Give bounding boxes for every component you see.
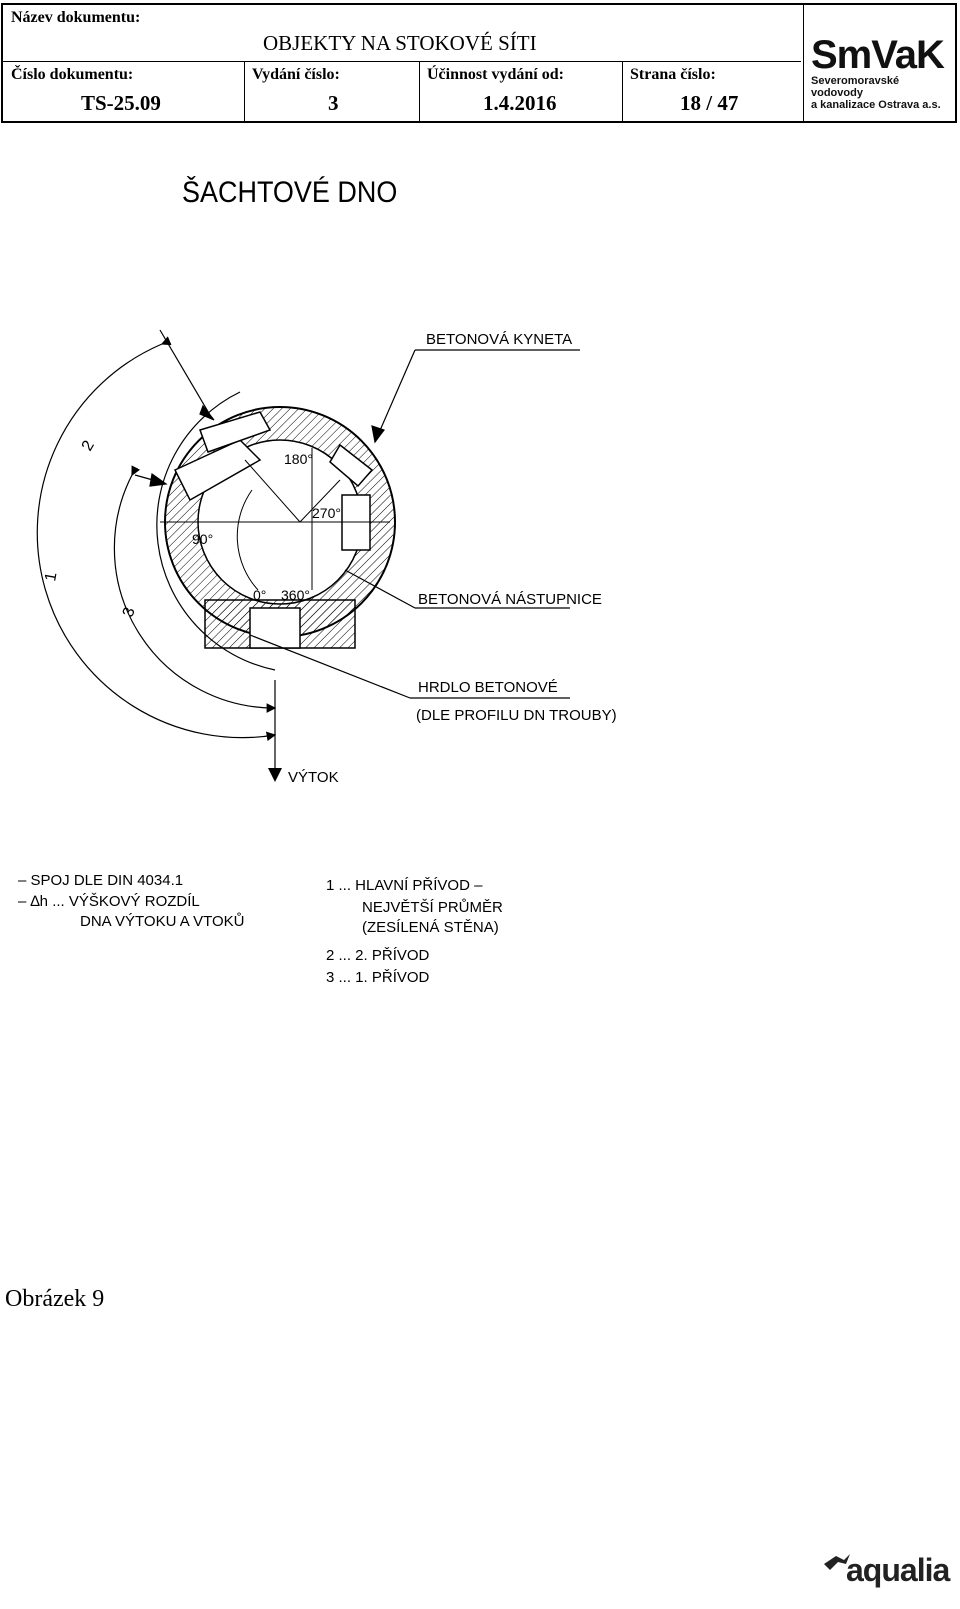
aqualia-logo	[820, 1548, 950, 1598]
smvak-line1: Severomoravské vodovody	[811, 75, 900, 99]
header-logo-divider	[803, 5, 804, 121]
issue-number: 3	[328, 91, 339, 115]
shaft-section	[160, 407, 395, 648]
effective-label: Účinnost vydání od:	[427, 66, 564, 83]
page-number: 18 / 47	[680, 91, 739, 115]
figure-caption: Obrázek 9	[5, 1286, 105, 1312]
issue-label: Vydání číslo:	[252, 66, 340, 83]
angle-360: 360°	[281, 587, 310, 603]
note-3: DNA VÝTOKU A VTOKŮ	[80, 913, 245, 930]
legend-3: 3 ... 1. PŘÍVOD	[326, 969, 430, 986]
outflow-arrow-icon	[268, 768, 282, 782]
document-header	[1, 3, 957, 123]
doc-name-label: Název dokumentu:	[11, 9, 141, 26]
label-hrdlo-2: (DLE PROFILU DN TROUBY)	[416, 707, 617, 724]
note-1: – SPOJ DLE DIN 4034.1	[18, 872, 184, 889]
angle-90: 90°	[192, 531, 214, 547]
label-vytok: VÝTOK	[288, 769, 339, 786]
legend-1c: (ZESÍLENÁ STĚNA)	[362, 919, 499, 936]
angle-0: 0°	[253, 587, 267, 603]
header-col-divider	[622, 61, 623, 121]
smvak-line2: a kanalizace Ostrava a.s.	[811, 99, 941, 111]
note-2: – ∆h ... VÝŠKOVÝ ROZDÍL	[18, 893, 200, 910]
doc-number: TS-25.09	[81, 91, 161, 115]
page-label: Strana číslo:	[630, 66, 716, 83]
angle-270: 270°	[312, 505, 341, 521]
doc-title: OBJEKTY NA STOKOVÉ SÍTI	[263, 31, 537, 55]
label-hrdlo-1: HRDLO BETONOVÉ	[418, 679, 558, 696]
drawing-title: ŠACHTOVÉ DNO	[182, 175, 398, 210]
arc-label-2: 2	[78, 437, 98, 454]
effective-date: 1.4.2016	[483, 91, 557, 115]
arc-label-1: 1	[42, 570, 61, 583]
smvak-brand: SmVaK	[811, 33, 944, 77]
legend-1a: 1 ... HLAVNÍ PŘÍVOD –	[326, 877, 483, 894]
label-nastupnice: BETONOVÁ NÁSTUPNICE	[418, 591, 602, 608]
header-divider	[3, 61, 801, 62]
manhole-bottom-drawing	[0, 130, 960, 1030]
angle-180: 180°	[284, 451, 313, 467]
doc-number-label: Číslo dokumentu:	[11, 66, 134, 83]
label-kyneta: BETONOVÁ KYNETA	[426, 331, 573, 348]
header-col-divider	[244, 61, 245, 121]
smvak-logo	[811, 35, 951, 111]
header-col-divider	[419, 61, 420, 121]
aqualia-text: aqualia	[846, 1552, 950, 1588]
legend-2: 2 ... 2. PŘÍVOD	[326, 947, 430, 964]
legend-1b: NEJVĚTŠÍ PRŮMĚR	[362, 899, 503, 916]
arc-label-3: 3	[119, 605, 139, 620]
